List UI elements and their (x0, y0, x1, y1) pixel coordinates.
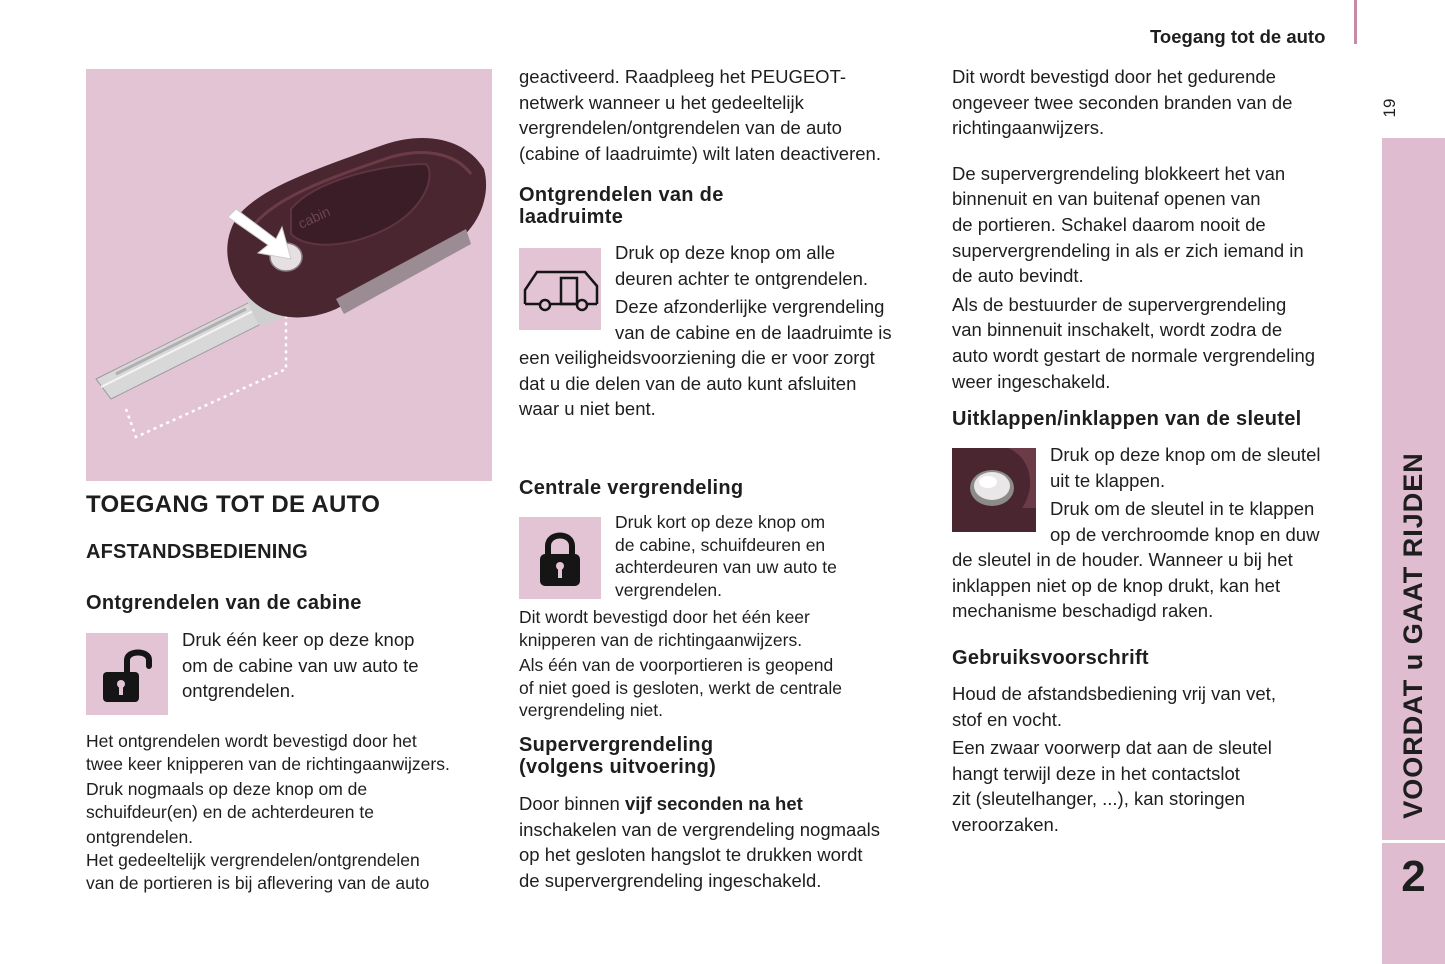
chapter-number: 2 (1401, 852, 1426, 901)
heading-central-locking: Centrale vergrendeling (519, 477, 744, 499)
padlock-open-icon (99, 644, 155, 704)
heading-cargo: Ontgrendelen van de laadruimte (519, 184, 724, 228)
remote-key-image (86, 69, 492, 481)
cargo-icon-text: Druk op deze knop om alle deuren achter te ontgrendelen. Deze afzonderlijke vergrendeling van de cabine en de laadruimte is (615, 242, 892, 343)
page-number: 19 (1380, 98, 1399, 118)
key-icon-text: Druk op deze knop om de sleutel uit te klappen. Druk om de sleutel in te klappen op de verchroomde knop en duw (1050, 444, 1321, 545)
heading-key-fold: Uitklappen/inklappen van de sleutel (952, 408, 1302, 430)
superlocking-text: Door binnen vijf seconden na het inschakelen van de vergrendeling nogmaals op het gesloten hangslot te drukken wordt de supervergrendeling ingeschakeld. (519, 793, 880, 891)
heading-usage: Gebruiksvoorschrift (952, 647, 1149, 669)
van-rear-icon (521, 264, 599, 314)
heading-superlocking: Supervergrendeling (volgens uitvoering) (519, 734, 717, 778)
main-heading: TOEGANG TOT DE AUTO (86, 491, 381, 518)
usage-text: Houd de afstandsbediening vrij van vet, stof en vocht. Een zwaar voorwerp dat aan de sleutel hangt terwijl deze in het contactslot zit (sleutelhanger, ...), kan storingen veroorzaken. (952, 683, 1276, 835)
key-button-image-box (952, 448, 1036, 532)
col3-text-top: Dit wordt bevestigd door het gedurende ongeveer twee seconden branden van de richtingaanwijzers. De supervergrendeling blokkeert het van binnenuit en van buitenaf openen van de portieren. Schakel daarom nooit de supervergrendeling in als er zich iemand in de auto bevindt. Als de bestuurder de supervergrendeling van binnenuit inschakelt, wordt zodra de auto wordt gestart de normale vergrendeling weer ingeschakeld. (952, 66, 1316, 392)
padlock-closed-icon (536, 528, 584, 588)
chrome-button-icon (952, 448, 1036, 532)
unlock-icon-box (86, 633, 168, 715)
lock-icon-box (519, 517, 601, 599)
cargo-icon-box (519, 248, 601, 330)
key-text: de sleutel in de houder. Wanneer u bij het inklappen niet op de knop drukt, kan het mechanisme beschadigd raken. (952, 549, 1293, 622)
sub-heading: AFSTANDSBEDIENING (86, 541, 308, 563)
svg-text:cabin: cabin (295, 203, 333, 232)
chapter-title: VOORDAT u GAAT RIJDEN (1398, 451, 1429, 819)
central-text: Dit wordt bevestigd door het één keer knipperen van de richtingaanwijzers. Als één van de voorportieren is geopend of niet goed is gesloten, werkt de centrale vergrendeling niet. (519, 607, 842, 721)
key-illustration (86, 69, 492, 481)
section-heading-cabin: Ontgrendelen van de cabine (86, 592, 362, 614)
chapter-title-wrap (1382, 440, 1445, 830)
chapter-divider (1382, 840, 1445, 843)
cabin-icon-text: Druk één keer op deze knop om de cabine van uw auto te ontgrendelen. (182, 629, 419, 702)
central-icon-text: Druk kort op deze knop om de cabine, schuifdeuren en achterdeuren van uw auto te vergrendelen. (615, 512, 837, 600)
running-header: Toegang tot de auto (1150, 26, 1326, 47)
page-number-wrap (1370, 98, 1410, 122)
cargo-text: een veiligheidsvoorziening die er voor zorgt dat u die delen van de auto kunt afsluiten waar u niet bent. (519, 347, 875, 420)
cabin-text: Het ontgrendelen wordt bevestigd door het twee keer knipperen van de richtingaanwijzers. Druk nogmaals op deze knop om de schuifdeur(en) en de achterdeuren te ontgrendelen. Het gedeeltelijk vergrendelen/ontgrendelen van de portieren is bij aflevering van de auto (86, 731, 450, 893)
col2-continuation: geactiveerd. Raadpleeg het PEUGEOT- netwerk wanneer u het gedeeltelijk vergrendelen/ontgrendelen van de auto (cabine of laadruimte) wilt laten deactiveren. (519, 66, 881, 164)
header-rule (1354, 0, 1357, 44)
